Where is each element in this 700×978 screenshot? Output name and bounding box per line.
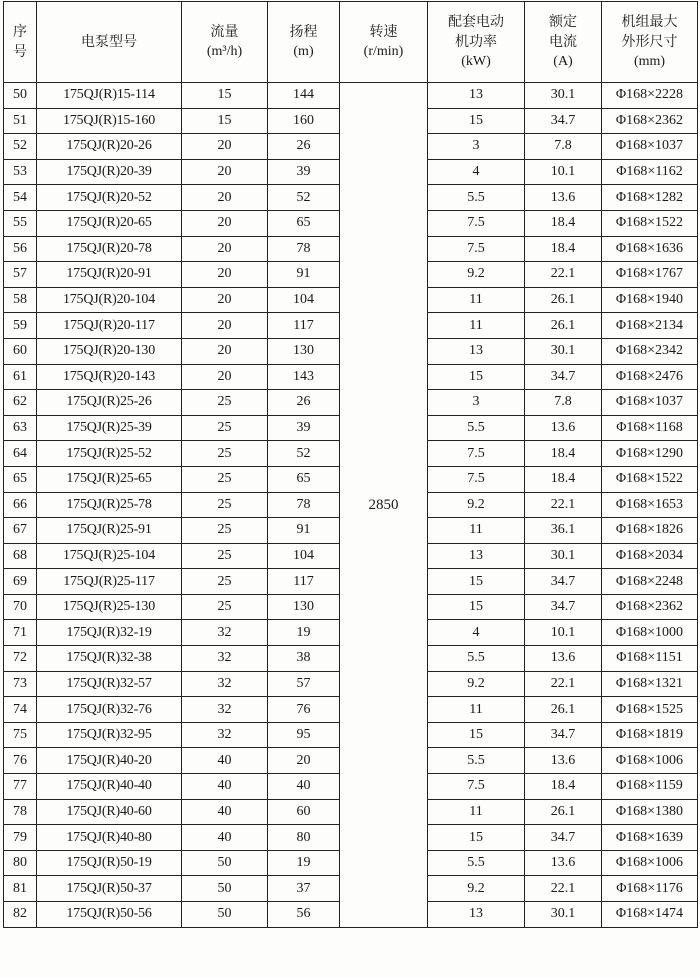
cell-seq: 70 xyxy=(4,594,37,620)
cell-size: Φ168×1940 xyxy=(602,287,698,313)
cell-flow: 50 xyxy=(182,876,268,902)
cell-size: Φ168×2476 xyxy=(602,364,698,390)
cell-size: Φ168×1767 xyxy=(602,262,698,288)
cell-seq: 55 xyxy=(4,210,37,236)
cell-head: 104 xyxy=(268,287,340,313)
cell-flow: 25 xyxy=(182,390,268,416)
cell-head: 78 xyxy=(268,492,340,518)
cell-model: 175QJ(R)25-65 xyxy=(37,466,182,492)
cell-current: 10.1 xyxy=(525,620,602,646)
cell-power: 7.5 xyxy=(428,466,525,492)
cell-power: 15 xyxy=(428,825,525,851)
cell-current: 13.6 xyxy=(525,850,602,876)
cell-power: 9.2 xyxy=(428,492,525,518)
cell-seq: 76 xyxy=(4,748,37,774)
header-size-unit: (mm) xyxy=(633,54,666,69)
header-seq xyxy=(4,2,37,83)
cell-model: 175QJ(R)32-95 xyxy=(37,722,182,748)
cell-size: Φ168×2362 xyxy=(602,108,698,134)
cell-current: 34.7 xyxy=(525,108,602,134)
cell-head: 91 xyxy=(268,262,340,288)
cell-model: 175QJ(R)20-78 xyxy=(37,236,182,262)
cell-flow: 20 xyxy=(182,338,268,364)
cell-current: 26.1 xyxy=(525,799,602,825)
cell-seq: 61 xyxy=(4,364,37,390)
header-seq-line: 序 xyxy=(13,24,27,40)
cell-model: 175QJ(R)20-143 xyxy=(37,364,182,390)
cell-seq: 79 xyxy=(4,825,37,851)
cell-flow: 25 xyxy=(182,441,268,467)
cell-current: 26.1 xyxy=(525,313,602,339)
pump-spec-table xyxy=(3,1,698,928)
cell-head: 26 xyxy=(268,390,340,416)
cell-current: 34.7 xyxy=(525,594,602,620)
cell-power: 11 xyxy=(428,799,525,825)
cell-head: 39 xyxy=(268,415,340,441)
cell-seq: 59 xyxy=(4,313,37,339)
cell-flow: 32 xyxy=(182,671,268,697)
cell-head: 91 xyxy=(268,518,340,544)
cell-power: 13 xyxy=(428,902,525,928)
cell-current: 34.7 xyxy=(525,825,602,851)
cell-model: 175QJ(R)25-78 xyxy=(37,492,182,518)
header-model-label: 电泵型号 xyxy=(81,34,137,50)
cell-model: 175QJ(R)20-65 xyxy=(37,210,182,236)
cell-seq: 57 xyxy=(4,262,37,288)
cell-size: Φ168×1522 xyxy=(602,466,698,492)
cell-head: 52 xyxy=(268,441,340,467)
cell-model: 175QJ(R)32-57 xyxy=(37,671,182,697)
cell-head: 60 xyxy=(268,799,340,825)
cell-power: 7.5 xyxy=(428,774,525,800)
cell-seq: 71 xyxy=(4,620,37,646)
cell-head: 104 xyxy=(268,543,340,569)
cell-seq: 65 xyxy=(4,466,37,492)
header-flow-label: 流量 xyxy=(210,24,239,40)
cell-seq: 52 xyxy=(4,134,37,160)
cell-power: 7.5 xyxy=(428,441,525,467)
header-speed-unit: (r/min) xyxy=(363,44,404,59)
table-header xyxy=(4,2,698,83)
cell-head: 130 xyxy=(268,594,340,620)
cell-head: 65 xyxy=(268,466,340,492)
cell-size: Φ168×1653 xyxy=(602,492,698,518)
cell-model: 175QJ(R)20-91 xyxy=(37,262,182,288)
cell-power: 9.2 xyxy=(428,876,525,902)
cell-power: 15 xyxy=(428,364,525,390)
cell-seq: 54 xyxy=(4,185,37,211)
cell-power: 7.5 xyxy=(428,236,525,262)
cell-model: 175QJ(R)25-130 xyxy=(37,594,182,620)
cell-seq: 63 xyxy=(4,415,37,441)
cell-current: 18.4 xyxy=(525,210,602,236)
cell-head: 65 xyxy=(268,210,340,236)
cell-model: 175QJ(R)15-114 xyxy=(37,83,182,109)
cell-flow: 32 xyxy=(182,697,268,723)
cell-flow: 25 xyxy=(182,466,268,492)
cell-head: 37 xyxy=(268,876,340,902)
cell-flow: 20 xyxy=(182,364,268,390)
cell-model: 175QJ(R)40-40 xyxy=(37,774,182,800)
cell-size: Φ168×1282 xyxy=(602,185,698,211)
cell-size: Φ168×1321 xyxy=(602,671,698,697)
cell-seq: 67 xyxy=(4,518,37,544)
header-power xyxy=(428,2,525,83)
header-speed xyxy=(340,2,428,83)
cell-speed: 2850 xyxy=(340,83,428,928)
cell-flow: 40 xyxy=(182,799,268,825)
cell-size: Φ168×1474 xyxy=(602,902,698,928)
header-current-label: 额定 xyxy=(549,14,577,30)
cell-seq: 73 xyxy=(4,671,37,697)
cell-flow: 32 xyxy=(182,646,268,672)
cell-current: 13.6 xyxy=(525,415,602,441)
cell-seq: 50 xyxy=(4,83,37,109)
header-size xyxy=(602,2,698,83)
cell-seq: 60 xyxy=(4,338,37,364)
cell-seq: 64 xyxy=(4,441,37,467)
cell-size: Φ168×1176 xyxy=(602,876,698,902)
cell-model: 175QJ(R)32-38 xyxy=(37,646,182,672)
cell-flow: 40 xyxy=(182,774,268,800)
cell-power: 5.5 xyxy=(428,748,525,774)
header-power-label: 机功率 xyxy=(455,34,497,50)
cell-model: 175QJ(R)32-76 xyxy=(37,697,182,723)
cell-power: 4 xyxy=(428,620,525,646)
cell-head: 95 xyxy=(268,722,340,748)
cell-flow: 40 xyxy=(182,825,268,851)
cell-head: 57 xyxy=(268,671,340,697)
cell-size: Φ168×1290 xyxy=(602,441,698,467)
cell-model: 175QJ(R)25-26 xyxy=(37,390,182,416)
cell-size: Φ168×1168 xyxy=(602,415,698,441)
header-model xyxy=(37,2,182,83)
cell-size: Φ168×1380 xyxy=(602,799,698,825)
cell-power: 11 xyxy=(428,287,525,313)
cell-flow: 50 xyxy=(182,902,268,928)
cell-power: 9.2 xyxy=(428,262,525,288)
cell-size: Φ168×1037 xyxy=(602,134,698,160)
cell-model: 175QJ(R)40-20 xyxy=(37,748,182,774)
cell-flow: 20 xyxy=(182,287,268,313)
cell-power: 7.5 xyxy=(428,210,525,236)
cell-head: 19 xyxy=(268,850,340,876)
cell-flow: 25 xyxy=(182,518,268,544)
cell-current: 30.1 xyxy=(525,902,602,928)
cell-model: 175QJ(R)20-117 xyxy=(37,313,182,339)
cell-model: 175QJ(R)20-39 xyxy=(37,159,182,185)
cell-power: 5.5 xyxy=(428,850,525,876)
cell-power: 11 xyxy=(428,697,525,723)
header-power-label: 配套电动 xyxy=(448,14,504,30)
cell-flow: 32 xyxy=(182,722,268,748)
cell-current: 13.6 xyxy=(525,748,602,774)
header-head-label: 扬程 xyxy=(289,24,318,40)
cell-flow: 20 xyxy=(182,262,268,288)
header-current-unit: (A) xyxy=(553,54,573,69)
header-head-unit: (m) xyxy=(293,44,314,59)
cell-size: Φ168×1636 xyxy=(602,236,698,262)
cell-current: 7.8 xyxy=(525,134,602,160)
cell-head: 19 xyxy=(268,620,340,646)
cell-size: Φ168×1819 xyxy=(602,722,698,748)
cell-flow: 25 xyxy=(182,415,268,441)
cell-head: 80 xyxy=(268,825,340,851)
cell-size: Φ168×1006 xyxy=(602,850,698,876)
cell-model: 175QJ(R)20-104 xyxy=(37,287,182,313)
cell-model: 175QJ(R)32-19 xyxy=(37,620,182,646)
header-size-label: 外形尺寸 xyxy=(621,34,678,50)
cell-size: Φ168×2034 xyxy=(602,543,698,569)
cell-flow: 25 xyxy=(182,543,268,569)
table-body xyxy=(4,83,698,928)
cell-flow: 40 xyxy=(182,748,268,774)
header-current-label: 电流 xyxy=(549,34,577,50)
table-row xyxy=(4,83,698,109)
cell-seq: 62 xyxy=(4,390,37,416)
cell-seq: 58 xyxy=(4,287,37,313)
cell-size: Φ168×1006 xyxy=(602,748,698,774)
cell-head: 76 xyxy=(268,697,340,723)
cell-power: 3 xyxy=(428,134,525,160)
cell-power: 5.5 xyxy=(428,646,525,672)
cell-seq: 66 xyxy=(4,492,37,518)
cell-current: 26.1 xyxy=(525,287,602,313)
cell-flow: 32 xyxy=(182,620,268,646)
cell-flow: 25 xyxy=(182,492,268,518)
cell-size: Φ168×1162 xyxy=(602,159,698,185)
cell-model: 175QJ(R)20-130 xyxy=(37,338,182,364)
cell-flow: 20 xyxy=(182,185,268,211)
cell-flow: 20 xyxy=(182,236,268,262)
cell-power: 15 xyxy=(428,722,525,748)
cell-head: 20 xyxy=(268,748,340,774)
cell-power: 15 xyxy=(428,594,525,620)
cell-head: 39 xyxy=(268,159,340,185)
cell-current: 22.1 xyxy=(525,671,602,697)
cell-power: 13 xyxy=(428,83,525,109)
cell-head: 117 xyxy=(268,313,340,339)
cell-model: 175QJ(R)50-19 xyxy=(37,850,182,876)
cell-current: 26.1 xyxy=(525,697,602,723)
cell-head: 130 xyxy=(268,338,340,364)
header-row xyxy=(4,2,698,83)
cell-model: 175QJ(R)20-26 xyxy=(37,134,182,160)
cell-model: 175QJ(R)40-60 xyxy=(37,799,182,825)
header-size-label: 机组最大 xyxy=(621,14,678,30)
cell-flow: 50 xyxy=(182,850,268,876)
cell-seq: 75 xyxy=(4,722,37,748)
cell-size: Φ168×1826 xyxy=(602,518,698,544)
cell-flow: 20 xyxy=(182,313,268,339)
cell-power: 15 xyxy=(428,569,525,595)
cell-seq: 72 xyxy=(4,646,37,672)
cell-current: 18.4 xyxy=(525,441,602,467)
cell-size: Φ168×2134 xyxy=(602,313,698,339)
cell-seq: 77 xyxy=(4,774,37,800)
cell-current: 13.6 xyxy=(525,646,602,672)
header-flow xyxy=(182,2,268,83)
cell-model: 175QJ(R)50-56 xyxy=(37,902,182,928)
cell-head: 56 xyxy=(268,902,340,928)
cell-size: Φ168×2228 xyxy=(602,83,698,109)
cell-power: 4 xyxy=(428,159,525,185)
cell-seq: 56 xyxy=(4,236,37,262)
cell-size: Φ168×2362 xyxy=(602,594,698,620)
header-flow-unit: (m³/h) xyxy=(206,44,243,59)
cell-model: 175QJ(R)25-91 xyxy=(37,518,182,544)
cell-current: 7.8 xyxy=(525,390,602,416)
cell-current: 30.1 xyxy=(525,543,602,569)
cell-power: 13 xyxy=(428,338,525,364)
cell-seq: 80 xyxy=(4,850,37,876)
cell-head: 144 xyxy=(268,83,340,109)
cell-seq: 51 xyxy=(4,108,37,134)
cell-seq: 81 xyxy=(4,876,37,902)
cell-flow: 20 xyxy=(182,134,268,160)
cell-current: 34.7 xyxy=(525,364,602,390)
cell-current: 18.4 xyxy=(525,466,602,492)
cell-model: 175QJ(R)25-39 xyxy=(37,415,182,441)
cell-seq: 68 xyxy=(4,543,37,569)
cell-seq: 82 xyxy=(4,902,37,928)
cell-flow: 20 xyxy=(182,210,268,236)
header-speed-label: 转速 xyxy=(369,24,398,40)
header-power-unit: (kW) xyxy=(461,54,491,69)
cell-head: 143 xyxy=(268,364,340,390)
cell-model: 175QJ(R)15-160 xyxy=(37,108,182,134)
cell-current: 30.1 xyxy=(525,338,602,364)
cell-model: 175QJ(R)50-37 xyxy=(37,876,182,902)
cell-size: Φ168×1525 xyxy=(602,697,698,723)
cell-power: 11 xyxy=(428,313,525,339)
header-current xyxy=(525,2,602,83)
cell-current: 36.1 xyxy=(525,518,602,544)
cell-power: 13 xyxy=(428,543,525,569)
header-head xyxy=(268,2,340,83)
cell-head: 78 xyxy=(268,236,340,262)
cell-flow: 15 xyxy=(182,108,268,134)
cell-model: 175QJ(R)40-80 xyxy=(37,825,182,851)
cell-size: Φ168×1159 xyxy=(602,774,698,800)
cell-current: 22.1 xyxy=(525,262,602,288)
cell-flow: 25 xyxy=(182,569,268,595)
cell-model: 175QJ(R)25-52 xyxy=(37,441,182,467)
cell-seq: 74 xyxy=(4,697,37,723)
cell-current: 34.7 xyxy=(525,722,602,748)
cell-size: Φ168×1639 xyxy=(602,825,698,851)
cell-head: 26 xyxy=(268,134,340,160)
cell-power: 5.5 xyxy=(428,415,525,441)
cell-flow: 15 xyxy=(182,83,268,109)
cell-flow: 20 xyxy=(182,159,268,185)
cell-size: Φ168×1037 xyxy=(602,390,698,416)
cell-seq: 69 xyxy=(4,569,37,595)
cell-head: 160 xyxy=(268,108,340,134)
cell-power: 5.5 xyxy=(428,185,525,211)
cell-current: 18.4 xyxy=(525,774,602,800)
cell-seq: 53 xyxy=(4,159,37,185)
cell-current: 22.1 xyxy=(525,492,602,518)
cell-current: 34.7 xyxy=(525,569,602,595)
cell-head: 40 xyxy=(268,774,340,800)
cell-size: Φ168×2342 xyxy=(602,338,698,364)
cell-seq: 78 xyxy=(4,799,37,825)
header-seq-line: 号 xyxy=(13,44,27,60)
cell-head: 52 xyxy=(268,185,340,211)
cell-size: Φ168×2248 xyxy=(602,569,698,595)
cell-head: 117 xyxy=(268,569,340,595)
cell-current: 18.4 xyxy=(525,236,602,262)
cell-model: 175QJ(R)25-104 xyxy=(37,543,182,569)
cell-current: 13.6 xyxy=(525,185,602,211)
cell-current: 30.1 xyxy=(525,83,602,109)
cell-size: Φ168×1000 xyxy=(602,620,698,646)
cell-model: 175QJ(R)25-117 xyxy=(37,569,182,595)
cell-head: 38 xyxy=(268,646,340,672)
cell-power: 3 xyxy=(428,390,525,416)
cell-power: 9.2 xyxy=(428,671,525,697)
cell-power: 11 xyxy=(428,518,525,544)
cell-current: 22.1 xyxy=(525,876,602,902)
cell-flow: 25 xyxy=(182,594,268,620)
cell-power: 15 xyxy=(428,108,525,134)
cell-size: Φ168×1522 xyxy=(602,210,698,236)
cell-model: 175QJ(R)20-52 xyxy=(37,185,182,211)
cell-current: 10.1 xyxy=(525,159,602,185)
cell-size: Φ168×1151 xyxy=(602,646,698,672)
